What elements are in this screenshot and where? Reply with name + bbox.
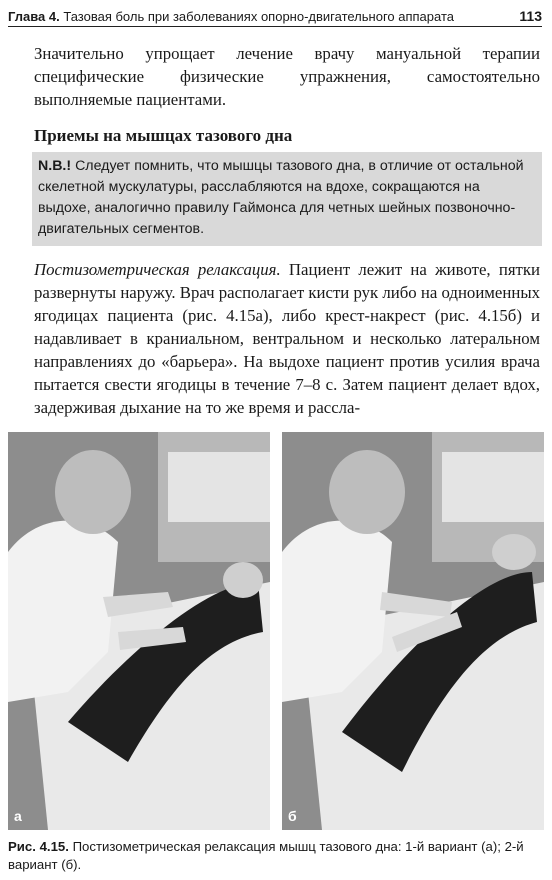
chapter-label: Глава 4. [8, 9, 60, 24]
photo-b-illustration [282, 432, 544, 830]
running-header [8, 2, 542, 27]
caption-text: Постизометрическая релаксация мышц тазового дна: 1-й вариант (а); 2-й вариант (б). [8, 839, 524, 872]
note-text: Следует помнить, что мышцы тазового дна, в отличие от остальной скелетной мускулатуры, расслабляются на вдохе, сокращаются на выдохе, аналогично правилу Гаймонса для четных шейных позвоночно-двигательных сегментов. [38, 158, 524, 237]
section-title: Приемы на мышцах тазового дна [34, 126, 293, 145]
page-number: 113 [519, 8, 542, 24]
panel-label-a: а [14, 808, 22, 824]
note-box [32, 152, 542, 246]
figure-photo-b [282, 432, 544, 830]
intro-paragraph: Значительно упрощает лечение врачу мануальной терапии специфические физические упражнения, самостоятельно выполняемые пациентами. [34, 44, 540, 109]
panel-label-b: б [288, 808, 297, 824]
figure-photo-a [8, 432, 270, 830]
chapter-title: Тазовая боль при заболеваниях опорно-двигательного аппарата [63, 9, 454, 24]
technique-paragraph [34, 258, 540, 419]
figure-caption [8, 838, 542, 874]
photo-a-illustration [8, 432, 270, 830]
technique-text: Пациент лежит на животе, пятки развернуты наружу. Врач располагает кисти рук либо на одноименных ягодицах пациента (рис. 4.15а), либо крест-накрест (рис. 4.15б) и надавливает в краниальном, вентральном и несколько латеральном направлениях до «барьера». На выдохе пациент против усилия врача пытается свести ягодицы в течение 7–8 с. Затем пациент делает вдох, задерживая дыхание на то же время и рассла- [34, 260, 541, 417]
note-label: N.B.! [38, 158, 72, 174]
header-chapter-title [8, 9, 454, 24]
technique-lead: Постизометрическая релаксация. [34, 260, 281, 279]
caption-label: Рис. 4.15. [8, 839, 69, 854]
